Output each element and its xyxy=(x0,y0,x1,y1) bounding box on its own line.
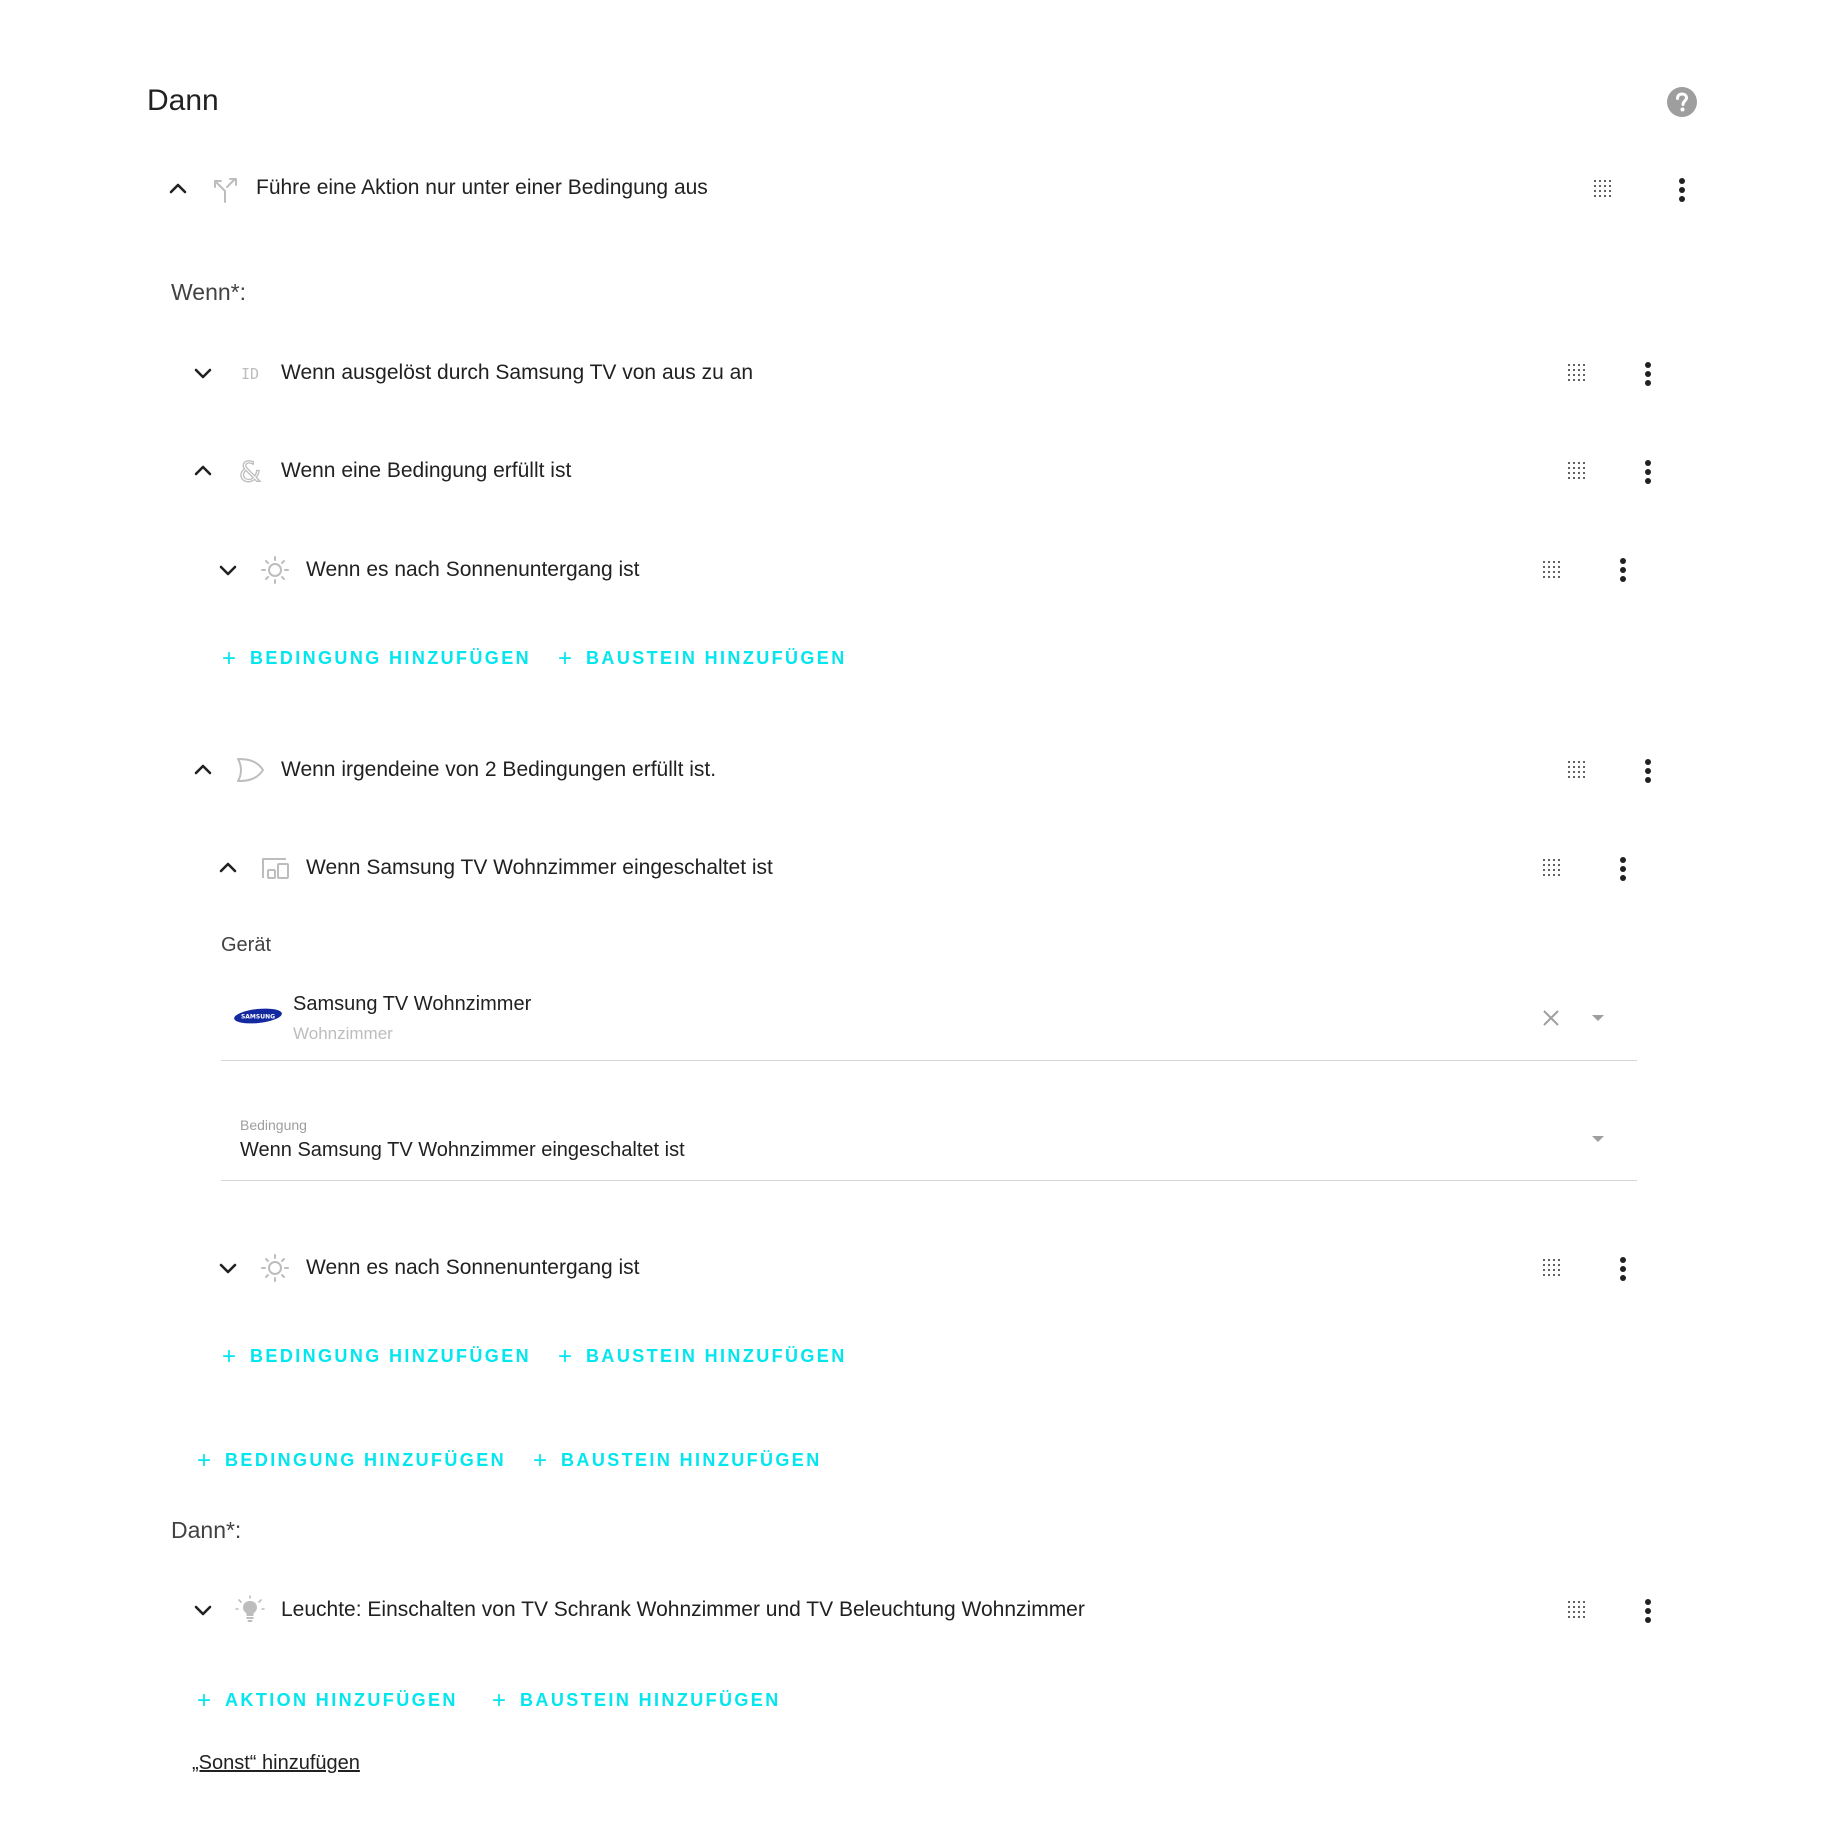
drag-handle-icon[interactable] xyxy=(1567,1600,1587,1622)
more-menu-icon[interactable] xyxy=(1617,856,1629,882)
add-block-button[interactable]: + BAUSTEIN HINZUFÜGEN xyxy=(558,645,847,672)
or-gate-icon xyxy=(234,754,266,786)
section-title: Dann xyxy=(147,84,219,117)
drag-handle-icon[interactable] xyxy=(1567,363,1587,385)
condition-field-label: Bedingung xyxy=(240,1117,307,1133)
then-section-label: Dann*: xyxy=(171,1517,242,1543)
and-condition-label: Wenn eine Bedingung erfüllt ist xyxy=(281,459,572,482)
collapse-chevron-up-icon[interactable] xyxy=(191,459,215,483)
sun-condition-label: Wenn es nach Sonnenuntergang ist xyxy=(306,558,640,581)
or-condition-label: Wenn irgendeine von 2 Bedingungen erfüllt ist. xyxy=(281,758,717,781)
device-condition-label: Wenn Samsung TV Wohnzimmer eingeschaltet ist xyxy=(306,856,773,879)
device-name: Samsung TV Wohnzimmer xyxy=(293,993,532,1015)
drag-handle-icon[interactable] xyxy=(1542,1258,1562,1280)
collapse-chevron-up-icon[interactable] xyxy=(216,856,240,880)
add-else-link[interactable]: „Sonst“ hinzufügen xyxy=(192,1752,360,1774)
dropdown-arrow-icon[interactable] xyxy=(1591,1014,1605,1022)
condition-select[interactable] xyxy=(221,1100,1637,1180)
more-menu-icon[interactable] xyxy=(1617,1256,1629,1282)
dropdown-arrow-icon[interactable] xyxy=(1591,1135,1605,1143)
trigger-id-icon xyxy=(234,357,266,389)
more-menu-icon[interactable] xyxy=(1642,361,1654,387)
svg-text:&: & xyxy=(239,455,261,487)
more-menu-icon[interactable] xyxy=(1642,758,1654,784)
expand-chevron-down-icon[interactable] xyxy=(216,558,240,582)
sun-icon xyxy=(259,1252,291,1284)
add-block-button[interactable]: + BAUSTEIN HINZUFÜGEN xyxy=(533,1447,822,1474)
samsung-logo xyxy=(233,1006,283,1026)
drag-handle-icon[interactable] xyxy=(1542,560,1562,582)
device-area: Wohnzimmer xyxy=(293,1024,393,1043)
add-block-button[interactable]: + BAUSTEIN HINZUFÜGEN xyxy=(492,1687,781,1714)
branch-icon xyxy=(210,173,242,205)
svg-text:SAMSUNG: SAMSUNG xyxy=(240,1013,276,1021)
choose-action-label: Führe eine Aktion nur unter einer Bedingung aus xyxy=(256,176,708,199)
device-picker[interactable] xyxy=(221,980,1637,1060)
condition-select-underline xyxy=(221,1180,1637,1181)
drag-handle-icon[interactable] xyxy=(1567,461,1587,483)
device-field-label: Gerät xyxy=(221,934,272,956)
expand-chevron-down-icon[interactable] xyxy=(191,1598,215,1622)
expand-chevron-down-icon[interactable] xyxy=(191,361,215,385)
drag-handle-icon[interactable] xyxy=(1567,760,1587,782)
drag-handle-icon[interactable] xyxy=(1542,858,1562,880)
collapse-chevron-up-icon[interactable] xyxy=(166,177,190,201)
add-block-button[interactable]: + BAUSTEIN HINZUFÜGEN xyxy=(558,1343,847,1370)
add-action-button[interactable]: + AKTION HINZUFÜGEN xyxy=(197,1687,458,1714)
devices-icon xyxy=(259,852,291,884)
action-label: Leuchte: Einschalten von TV Schrank Wohnzimmer und TV Beleuchtung Wohnzimmer xyxy=(281,1598,1085,1621)
svg-text:ID: ID xyxy=(240,365,260,383)
help-circle-icon[interactable] xyxy=(1666,86,1698,118)
and-icon xyxy=(234,455,266,487)
clear-icon[interactable] xyxy=(1541,1008,1561,1028)
sun-icon xyxy=(259,554,291,586)
condition-value: Wenn Samsung TV Wohnzimmer eingeschaltet ist xyxy=(240,1139,685,1161)
if-section-label: Wenn*: xyxy=(171,279,247,305)
drag-handle-icon[interactable] xyxy=(1593,179,1613,201)
collapse-chevron-up-icon[interactable] xyxy=(191,758,215,782)
sun-condition-label: Wenn es nach Sonnenuntergang ist xyxy=(306,1256,640,1279)
more-menu-icon[interactable] xyxy=(1642,459,1654,485)
add-condition-button[interactable]: + BEDINGUNG HINZUFÜGEN xyxy=(222,1343,532,1370)
device-picker-underline xyxy=(221,1060,1637,1061)
more-menu-icon[interactable] xyxy=(1617,557,1629,583)
more-menu-icon[interactable] xyxy=(1642,1598,1654,1624)
trigger-condition-label: Wenn ausgelöst durch Samsung TV von aus zu an xyxy=(281,361,754,384)
expand-chevron-down-icon[interactable] xyxy=(216,1256,240,1280)
more-menu-icon[interactable] xyxy=(1676,177,1688,203)
add-condition-button[interactable]: + BEDINGUNG HINZUFÜGEN xyxy=(197,1447,507,1474)
lightbulb-icon xyxy=(234,1594,266,1626)
add-condition-button[interactable]: + BEDINGUNG HINZUFÜGEN xyxy=(222,645,532,672)
